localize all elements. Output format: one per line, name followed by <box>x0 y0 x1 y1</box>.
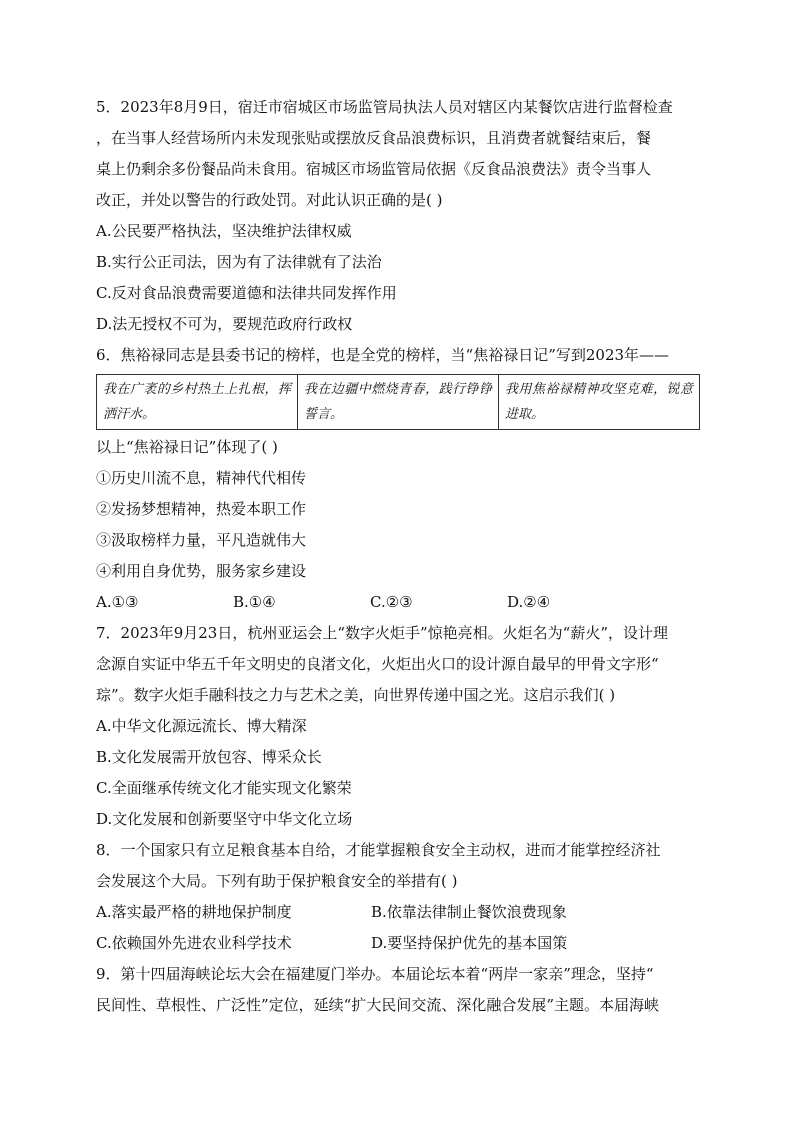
question-5-option-c: C.反对食品浪费需要道德和法律共同发挥作用 <box>96 284 397 302</box>
question-6 <box>96 340 702 618</box>
diary-table <box>96 374 700 430</box>
question-6-option-b: B.①④ <box>233 593 276 611</box>
question-6-stem: 以上“焦裕禄日记”体现了( ) <box>96 438 278 456</box>
diary-cell: 我用焦裕禄精神攻坚克难，锐意进取。 <box>499 375 700 430</box>
question-6-options <box>96 587 702 618</box>
table-row <box>97 375 700 430</box>
question-6-option-a: A.①③ <box>96 593 139 611</box>
question-9 <box>96 959 702 1021</box>
question-8-line: 8．一个国家只有立足粮食基本自给，才能掌握粮食安全主动权，进而才能掌控经济社 <box>96 841 661 859</box>
question-6-lead: 6．焦裕禄同志是县委书记的榜样，也是全党的榜样，当“焦裕禄日记”写到2023年—— <box>96 346 670 364</box>
question-8 <box>96 835 702 959</box>
question-5-line: ，在当事人经营场所内未发现张贴或摆放反食品浪费标识，且消费者就餐结束后，餐 <box>96 129 652 147</box>
question-7-line: 念源自实证中华五千年文明史的良渚文化，火炬出火口的设计源自最早的甲骨文字形“ <box>96 655 659 673</box>
question-8-option-d: D.要坚持保护优先的基本国策 <box>371 934 568 952</box>
question-8-option-b: B.依靠法律制止餐饮浪费现象 <box>371 903 567 921</box>
question-7-line: 7．2023年9月23日，杭州亚运会上“数字火炬手”惊艳亮相。火炬名为“薪火”，设计理 <box>96 624 669 642</box>
statement-1: ①历史川流不息，精神代代相传 <box>96 469 307 487</box>
question-5-line: 改正，并处以警告的行政处罚。对此认识正确的是( ) <box>96 191 443 209</box>
question-7 <box>96 618 702 835</box>
question-5-option-a: A.公民要严格执法，坚决维护法律权威 <box>96 222 352 240</box>
question-6-option-d: D.②④ <box>507 593 551 611</box>
question-8-line: 会发展这个大局。下列有助于保护粮食安全的举措有( ) <box>96 872 458 890</box>
statement-3: ③汲取榜样力量，平凡造就伟大 <box>96 531 307 549</box>
question-9-line: 9．第十四届海峡论坛大会在福建厦门举办。本届论坛本着“两岸一家亲”理念，坚持“ <box>96 965 654 983</box>
question-8-option-c: C.依赖国外先进农业科学技术 <box>96 934 292 952</box>
question-5-line: 桌上仍剩余多份餐品尚未食用。宿城区市场监管局依据《反食品浪费法》责令当事人 <box>96 160 652 178</box>
statement-4: ④利用自身优势，服务家乡建设 <box>96 562 307 580</box>
question-5-option-b: B.实行公正司法，因为有了法律就有了法治 <box>96 253 382 271</box>
question-7-option-c: C.全面继承传统文化才能实现文化繁荣 <box>96 779 352 797</box>
question-9-line: 民间性、草根性、广泛性”定位，延续“扩大民间交流、深化融合发展”主题。本届海峡 <box>96 996 660 1014</box>
question-5-option-d: D.法无授权不可为，要规范政府行政权 <box>96 315 353 333</box>
statement-2: ②发扬梦想精神，热爱本职工作 <box>96 500 307 518</box>
question-7-option-d: D.文化发展和创新要坚守中华文化立场 <box>96 810 353 828</box>
question-7-option-b: B.文化发展需开放包容、博采众长 <box>96 748 322 766</box>
diary-cell: 我在广袤的乡村热土上扎根，挥洒汗水。 <box>97 375 298 430</box>
question-6-option-c: C.②③ <box>370 593 413 611</box>
question-content <box>96 92 702 1021</box>
question-8-option-a: A.落实最严格的耕地保护制度 <box>96 903 292 921</box>
question-8-options-row-1 <box>96 897 702 928</box>
question-7-option-a: A.中华文化源远流长、博大精深 <box>96 717 307 735</box>
diary-cell: 我在边疆中燃烧青春，践行铮铮誓言。 <box>298 375 499 430</box>
question-5 <box>96 92 702 340</box>
question-7-line: 琮”。数字火炬手融科技之力与艺术之美，向世界传递中国之光。这启示我们( ) <box>96 686 616 704</box>
question-8-options-row-2 <box>96 928 702 959</box>
question-5-line: 5．2023年8月9日，宿迁市宿城区市场监管局执法人员对辖区内某餐饮店进行监督检查 <box>96 98 673 116</box>
